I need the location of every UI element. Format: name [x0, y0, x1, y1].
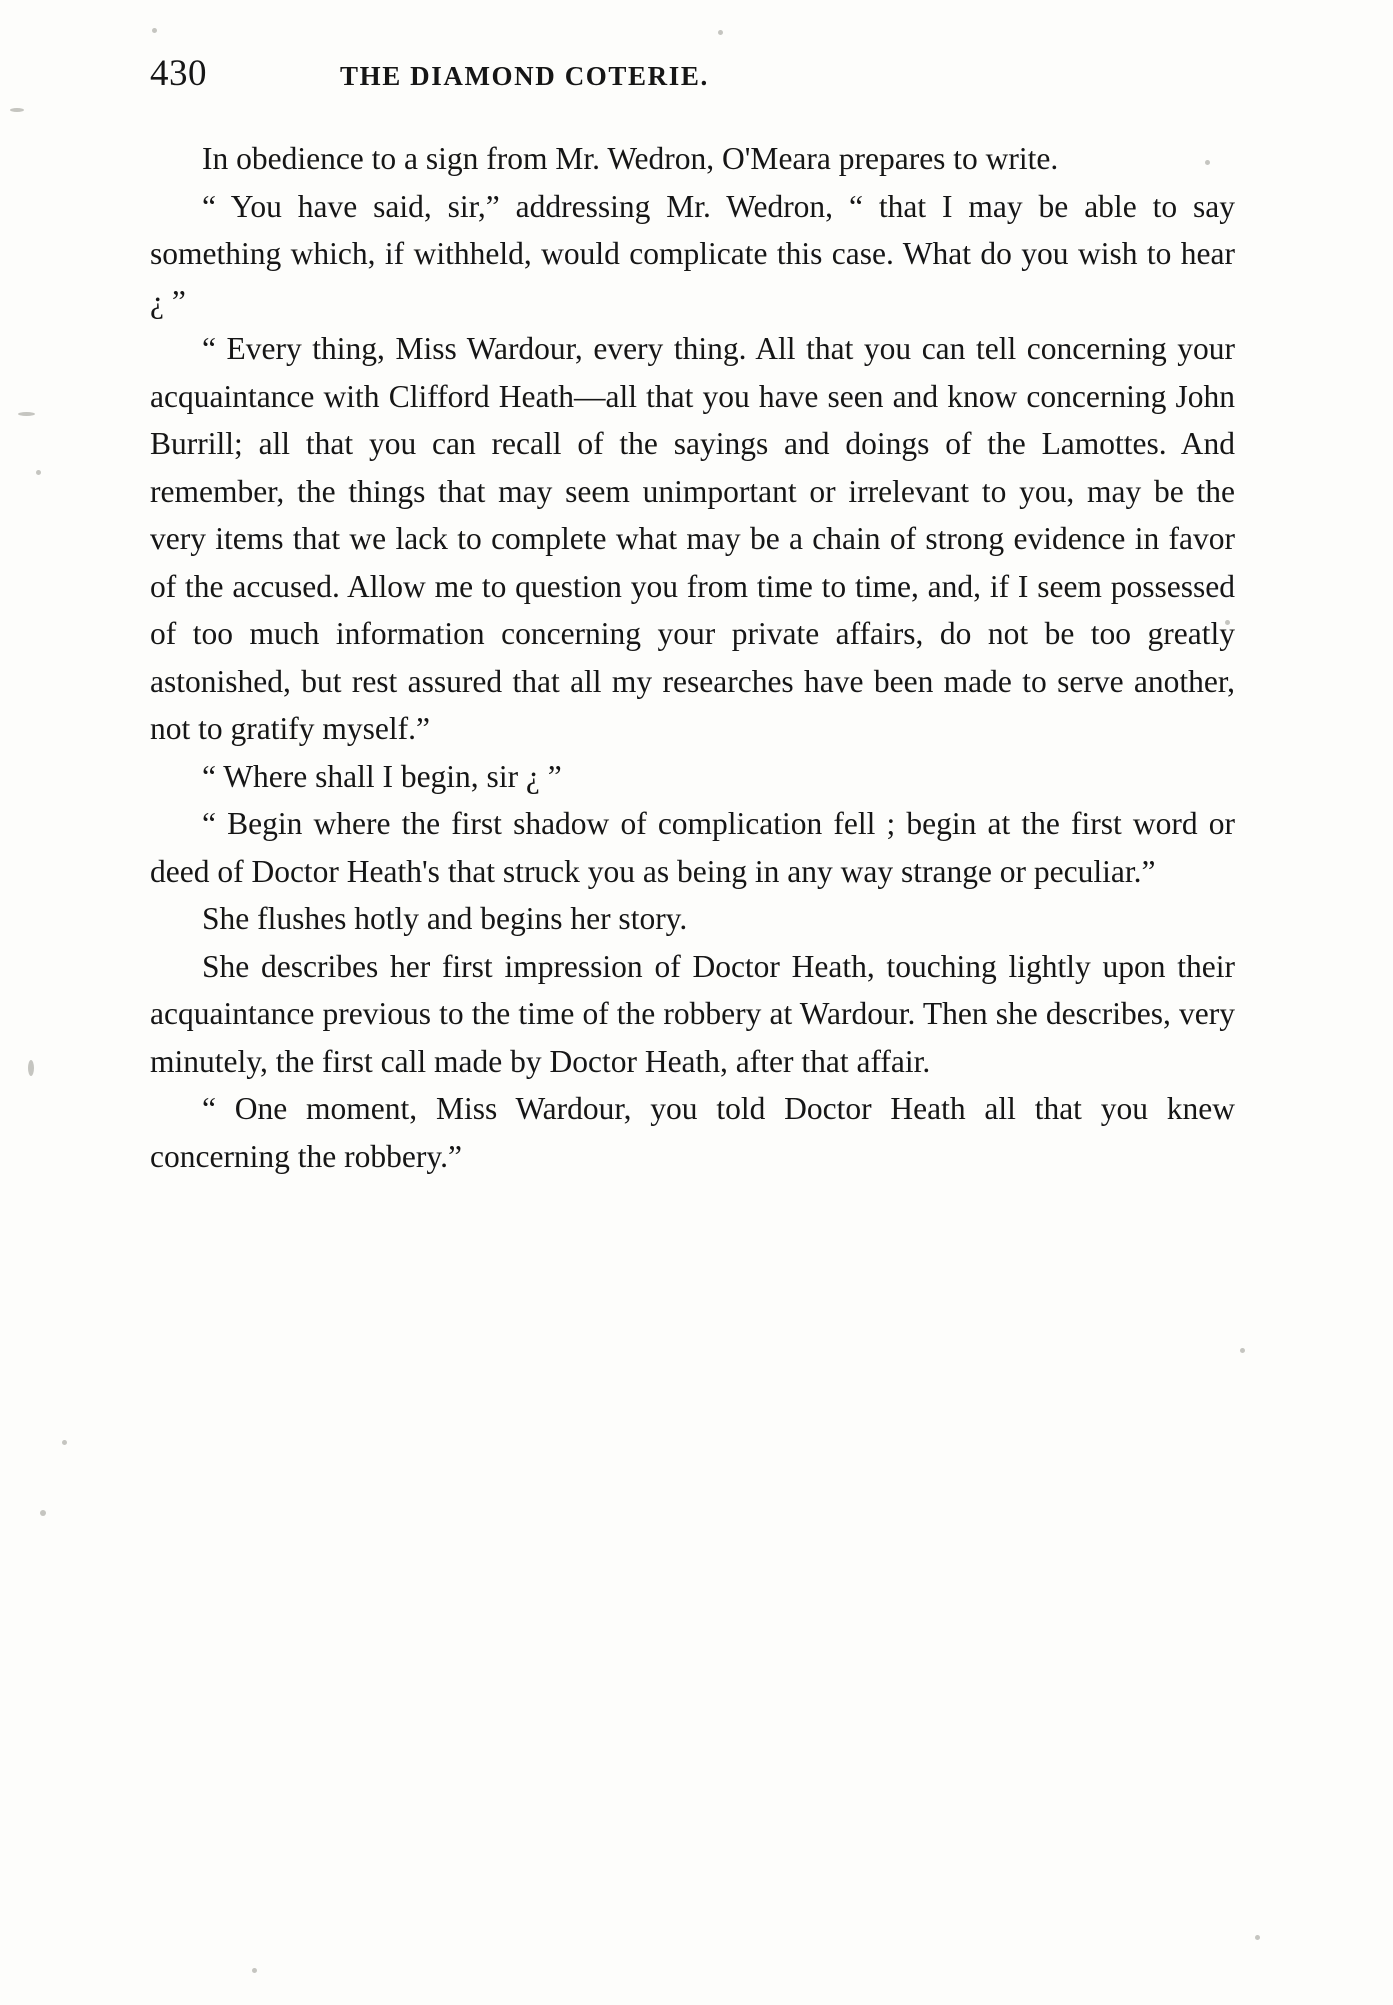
scan-speck [28, 1060, 34, 1076]
paragraph: “ You have said, sir,” addressing Mr. Wedron, “ that I may be able to say something which, if withheld, would complicate this case. What do you wish to hear ¿ ” [150, 188, 1235, 319]
scan-speck [718, 30, 723, 35]
scan-speck [62, 1440, 67, 1445]
scan-speck [1255, 1935, 1260, 1940]
scan-speck [18, 412, 35, 416]
paragraph: She describes her first impression of Doctor Heath, touching lightly upon their acquaintance previous to the time of the robbery at Wardour. Then she describes, very minutely, the first call made by Doctor Heath, after that affair. [150, 948, 1235, 1079]
scan-speck [152, 28, 157, 33]
paragraph: In obedience to a sign from Mr. Wedron, O'Meara prepares to write. [202, 141, 1059, 176]
paragraph: “ Begin where the first shadow of complication fell ; begin at the first word or deed of Doctor Heath's that struck you as being in any way strange or peculiar.” [150, 806, 1235, 889]
book-title-header: THE DIAMOND COTERIE. [340, 61, 709, 91]
paragraph: She flushes hotly and begins her story. [202, 901, 688, 936]
scan-speck [40, 1510, 46, 1516]
paragraph: “ Every thing, Miss Wardour, every thing. All that you can tell concerning your acquaintance with Clifford Heath—all that you have seen and know concerning John Burrill; all that you can recall of the sayings and doings of the Lamottes. And remember, the things that may seem unimportant or irrelevant to you, may be the very items that we lack to complete what may be a chain of strong evidence in favor of the accused. Allow me to question you from time to time, and, if I seem possessed of too much information concerning your private affairs, do not be too greatly astonished, but rest assured that all my researches have been made to serve another, not to gratify myself.” [150, 331, 1235, 746]
running-head [150, 55, 1235, 107]
scan-speck [1240, 1348, 1245, 1353]
scan-speck [252, 1968, 257, 1973]
scan-speck [10, 108, 24, 112]
paragraph: “ Where shall I begin, sir ¿ ” [202, 758, 562, 794]
page-content [150, 55, 1235, 1180]
paragraph: “ One moment, Miss Wardour, you told Doctor Heath all that you knew concerning the robbery.” [150, 1091, 1235, 1174]
page-number: 430 [150, 53, 207, 94]
body-text [150, 135, 1235, 1180]
scan-speck [36, 470, 41, 475]
